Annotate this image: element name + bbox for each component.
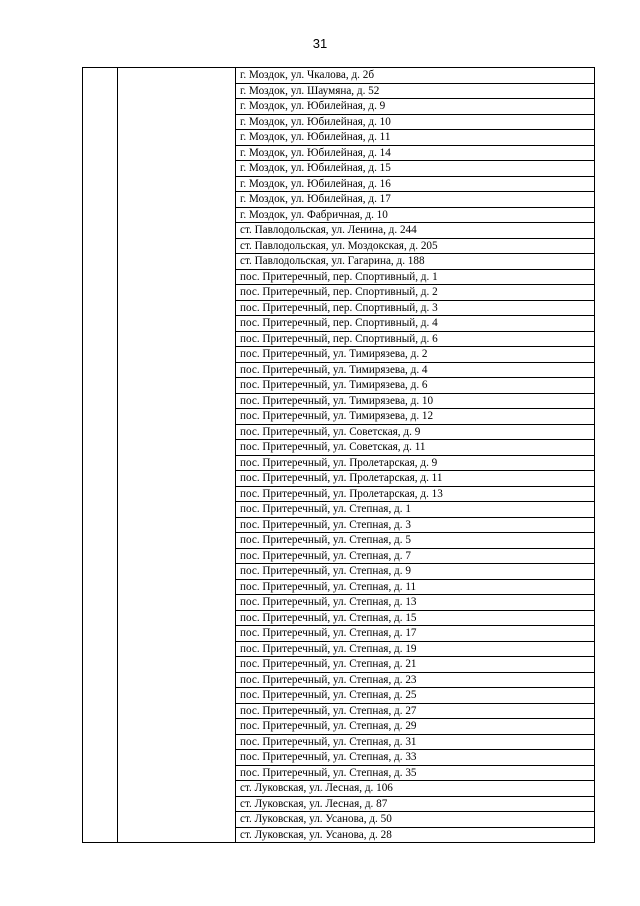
address-cell: пос. Притеречный, ул. Пролетарская, д. 11 xyxy=(236,471,595,487)
address-cell: пос. Притеречный, ул. Степная, д. 19 xyxy=(236,641,595,657)
address-cell: пос. Притеречный, ул. Пролетарская, д. 9 xyxy=(236,455,595,471)
address-cell: ст. Луковская, ул. Лесная, д. 87 xyxy=(236,796,595,812)
address-cell: ст. Павлодольская, ул. Гагарина, д. 188 xyxy=(236,254,595,270)
address-cell: пос. Притеречный, ул. Степная, д. 1 xyxy=(236,502,595,518)
address-cell: пос. Притеречный, ул. Степная, д. 29 xyxy=(236,719,595,735)
address-cell: г. Моздок, ул. Юбилейная, д. 15 xyxy=(236,161,595,177)
address-cell: пос. Притеречный, пер. Спортивный, д. 6 xyxy=(236,331,595,347)
address-cell: ст. Луковская, ул. Лесная, д. 106 xyxy=(236,781,595,797)
address-cell: ст. Луковская, ул. Усанова, д. 50 xyxy=(236,812,595,828)
address-cell: г. Моздок, ул. Юбилейная, д. 17 xyxy=(236,192,595,208)
address-cell: пос. Притеречный, ул. Степная, д. 9 xyxy=(236,564,595,580)
address-cell: пос. Притеречный, ул. Степная, д. 21 xyxy=(236,657,595,673)
address-cell: г. Моздок, ул. Юбилейная, д. 10 xyxy=(236,114,595,130)
address-cell: пос. Притеречный, ул. Степная, д. 11 xyxy=(236,579,595,595)
address-cell: пос. Притеречный, пер. Спортивный, д. 4 xyxy=(236,316,595,332)
address-cell: пос. Притеречный, ул. Тимирязева, д. 6 xyxy=(236,378,595,394)
address-cell: пос. Притеречный, ул. Степная, д. 25 xyxy=(236,688,595,704)
address-cell: пос. Притеречный, пер. Спортивный, д. 3 xyxy=(236,300,595,316)
address-cell: пос. Притеречный, ул. Степная, д. 27 xyxy=(236,703,595,719)
address-cell: пос. Притеречный, ул. Степная, д. 15 xyxy=(236,610,595,626)
address-cell: ст. Луковская, ул. Усанова, д. 28 xyxy=(236,827,595,843)
address-cell: пос. Притеречный, ул. Степная, д. 31 xyxy=(236,734,595,750)
address-cell: г. Моздок, ул. Юбилейная, д. 11 xyxy=(236,130,595,146)
address-cell: г. Моздок, ул. Юбилейная, д. 9 xyxy=(236,99,595,115)
address-cell: пос. Притеречный, ул. Степная, д. 23 xyxy=(236,672,595,688)
empty-number-cell xyxy=(83,68,118,843)
address-cell: пос. Притеречный, ул. Советская, д. 11 xyxy=(236,440,595,456)
address-cell: пос. Притеречный, ул. Тимирязева, д. 12 xyxy=(236,409,595,425)
page-number: 31 xyxy=(312,36,328,51)
address-cell: пос. Притеречный, ул. Пролетарская, д. 13 xyxy=(236,486,595,502)
address-cell: пос. Притеречный, ул. Степная, д. 35 xyxy=(236,765,595,781)
address-table-body xyxy=(83,68,595,843)
address-cell: пос. Притеречный, ул. Степная, д. 7 xyxy=(236,548,595,564)
address-cell: пос. Притеречный, ул. Советская, д. 9 xyxy=(236,424,595,440)
address-cell: ст. Павлодольская, ул. Ленина, д. 244 xyxy=(236,223,595,239)
address-cell: пос. Притеречный, ул. Тимирязева, д. 2 xyxy=(236,347,595,363)
address-cell: г. Моздок, ул. Шаумяна, д. 52 xyxy=(236,83,595,99)
address-cell: пос. Притеречный, ул. Степная, д. 33 xyxy=(236,750,595,766)
address-cell: г. Моздок, ул. Чкалова, д. 2б xyxy=(236,68,595,84)
address-cell: г. Моздок, ул. Юбилейная, д. 14 xyxy=(236,145,595,161)
address-cell: пос. Притеречный, ул. Тимирязева, д. 10 xyxy=(236,393,595,409)
address-cell: пос. Притеречный, ул. Степная, д. 17 xyxy=(236,626,595,642)
address-cell: г. Моздок, ул. Фабричная, д. 10 xyxy=(236,207,595,223)
table-row xyxy=(83,68,595,84)
address-cell: пос. Притеречный, ул. Тимирязева, д. 4 xyxy=(236,362,595,378)
empty-name-cell xyxy=(118,68,236,843)
address-cell: ст. Павлодольская, ул. Моздокская, д. 205 xyxy=(236,238,595,254)
address-cell: г. Моздок, ул. Юбилейная, д. 16 xyxy=(236,176,595,192)
address-cell: пос. Притеречный, пер. Спортивный, д. 2 xyxy=(236,285,595,301)
address-table xyxy=(82,67,595,843)
address-cell: пос. Притеречный, пер. Спортивный, д. 1 xyxy=(236,269,595,285)
address-cell: пос. Притеречный, ул. Степная, д. 13 xyxy=(236,595,595,611)
address-cell: пос. Притеречный, ул. Степная, д. 5 xyxy=(236,533,595,549)
address-cell: пос. Притеречный, ул. Степная, д. 3 xyxy=(236,517,595,533)
